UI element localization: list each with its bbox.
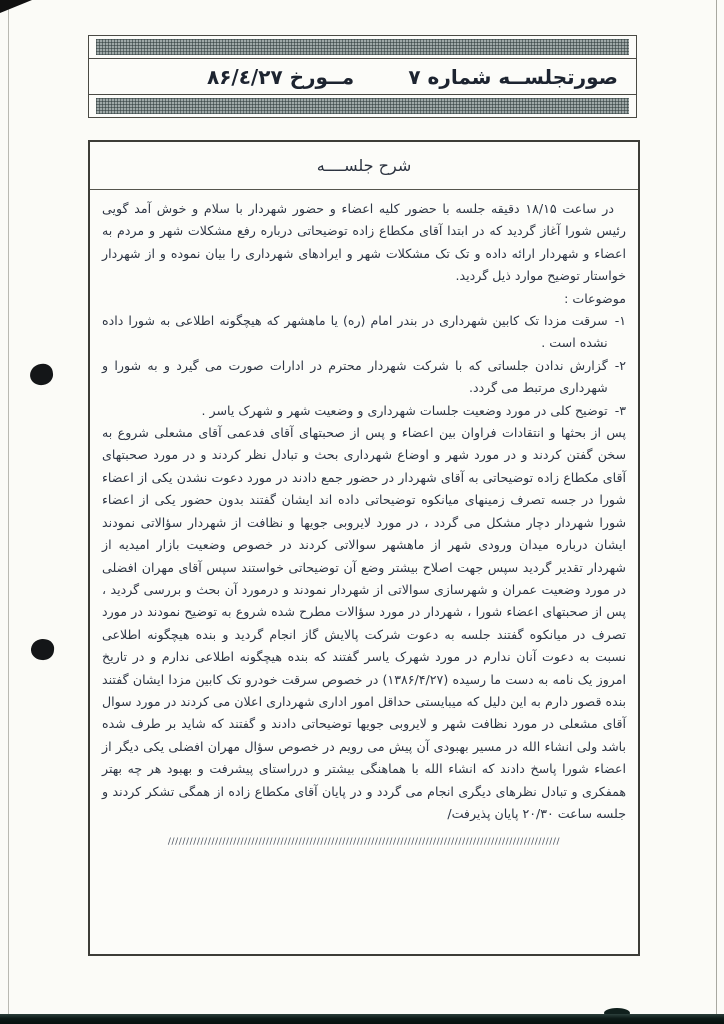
hatch-bar-top bbox=[89, 36, 636, 59]
header-title-row bbox=[89, 59, 636, 94]
page-edge-right bbox=[716, 0, 717, 1024]
topic-item bbox=[102, 310, 626, 355]
hatch-bar-bottom bbox=[89, 94, 636, 117]
document-title: صورتجلســه شماره ۷ bbox=[408, 64, 618, 89]
hatch-pattern bbox=[96, 98, 629, 114]
topic-number: ۲- bbox=[614, 357, 626, 373]
closing-slash-line: //////////////////////////////////////////////////////////////////////////////////////////////////////////// bbox=[167, 837, 561, 848]
topic-text: گزارش ندادن جلساتی که با شرکت شهردار محترم در ادارات صورت می گیرد و به شورا و شهرداری مرتبط می گردد. bbox=[102, 357, 608, 396]
discussion-paragraph: پس از بحثها و انتقادات فراوان بین اعضاء و پس از صحبتهای آقای فدعمی آقای مشعلی شروع به سخن گفتن کردند و در مورد شهر و اوضاع شهرداری بحث و تبادل نظر کردند و در مورد صحبتهای آقای مکطاع زاده توضیحاتی به آقای شهردار در حضور جمع دادند در مورد دعوت نشدن یکی از اعضاء شورا در جسه تصرف زمینهای میانکوه توضیحاتی داده اند ایشان گفتند بدون حضور یکی از اعضاء شورا شهردار دچار مشکل می گردد ، در مورد لایروبی جویها و نظافت از شهردار سؤالاتی نمودند ایشان درباره میدان ورودی شهر از ماهشهر سوالاتی کردند در خصوص وضعیت بازار امیدیه از شهردار تقدیر گردید سپس جهت اصلاح بیشتر وضع آن توضیحاتی خواستند سپس آقای مهران افضلی در مورد وضعیت عمران و شهرسازی سوالاتی از شهردار نمودند و درمورد آن بحث و بررسی گردید ، پس از صحبتهای اعضاء شورا ، شهردار در مورد سؤالات مطرح شده شروع به توضیح نمودند در مورد تصرف در میانکوه گفتند جلسه به دعوت شرکت پالایش گاز انجام گردید و بنده هیچگونه اطلاعی نسبت به دعوت آنان ندارم در مورد شهرک یاسر گفتند که بنده هیچگونه اطلاعی ندارم و در تاریخ امروز یک نامه به دست ما رسیده (۱۳۸۶/۴/۲۷) در خصوص سرقت خودرو تک کابین مزدا ایشان گفتند بنده قصور دارم به این دلیل که میبایستی حداقل امور اداری شهرداری اعلان می کردند در مورد سوال آقای مشعلی در مورد نظافت شهر و لایروبی جویها توضیحاتی دادند و گفتند که شاید بر طرف شده باشد ولی انشاء الله در مسیر بهبودی آن پیش می رویم در خصوص سؤال مهران افضلی یکی دیگر از اعضاء شورا پاسخ دادند که انشاء الله با هماهنگی بیشتر و درراستای پیشرفت و بهبود هر چه بهتر همفکری و تبادل نظرهای دیگری انجام می گردد و در پایان آقای مکطاع زاده از همگی تشکر کردند و جلسه ساعت ۲۰/۳۰ پایان پذیرفت/ bbox=[102, 425, 626, 821]
topic-item bbox=[102, 400, 626, 422]
punch-hole-top bbox=[29, 363, 55, 387]
topic-number: ۱- bbox=[614, 313, 626, 329]
section-title: شرح جلســــه bbox=[90, 142, 638, 190]
document-header bbox=[88, 35, 637, 118]
scan-edge-band bbox=[0, 1014, 724, 1024]
intro-paragraph: در ساعت ۱۸/۱۵ دقیقه جلسه با حضور کلیه اعضاء و حضور شهردار با سلام و خوش آمد گویی رئیس شورا آغاز گردید که در ابتدا آقای مکطاع زاده توضیحاتی درباره رفع مشکلات شهر و مردم به اعضاء و شهردار ارائه داده و تک تک مشکلات شهر و ایرادهای شهرداری را بیان نموده و از شهردار خواستار توضیح موارد ذیل گردید. bbox=[102, 201, 626, 284]
topics-label: موضوعات : bbox=[564, 290, 626, 306]
scan-corner-mark bbox=[0, 0, 32, 13]
topic-item bbox=[102, 355, 626, 400]
topic-number: ۳- bbox=[614, 402, 626, 418]
punch-hole-bottom bbox=[30, 638, 55, 661]
topic-text: سرقت مزدا تک کابین شهرداری در بندر امام (ره) یا ماهشهر که هیچگونه اطلاعی به شورا داده نشده است . bbox=[102, 313, 608, 351]
page-edge-left bbox=[8, 0, 9, 1024]
topic-text: توضیح کلی در مورد وضعیت جلسات شهرداری و وضعیت شهر و شهرک یاسر . bbox=[201, 402, 608, 418]
document-date: مــورخ ۸۶/٤/۲۷ bbox=[207, 64, 355, 89]
hatch-pattern bbox=[96, 39, 629, 55]
minutes-content-box bbox=[88, 140, 640, 956]
minutes-body-text bbox=[90, 190, 638, 854]
